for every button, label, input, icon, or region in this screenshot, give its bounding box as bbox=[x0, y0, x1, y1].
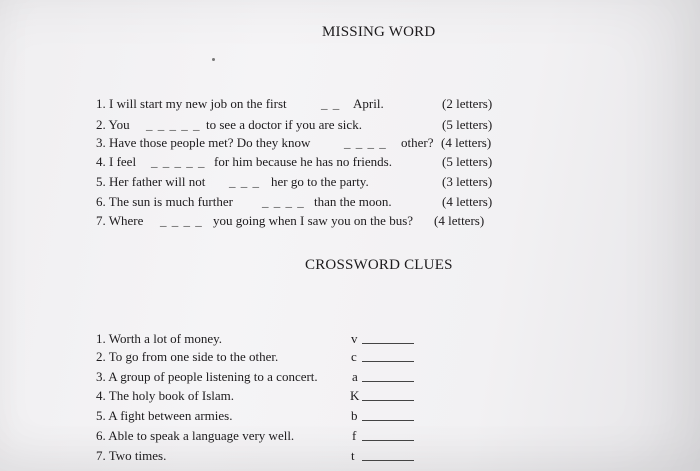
answer-line[interactable] bbox=[362, 400, 414, 401]
answer-line[interactable] bbox=[362, 460, 414, 461]
answer-line[interactable] bbox=[362, 343, 414, 344]
clue-text: 4. The holy book of Islam. bbox=[96, 388, 235, 403]
item-text-after: her go to the party. bbox=[271, 174, 369, 189]
item-text-after: than the moon. bbox=[314, 194, 392, 209]
answer-line[interactable] bbox=[362, 361, 414, 362]
letter-count: (3 letters) bbox=[442, 174, 493, 189]
item-text-before: 6. The sun is much further bbox=[96, 194, 233, 209]
item-text-after: to see a doctor if you are sick. bbox=[206, 117, 362, 132]
item-text-before: 7. Where bbox=[96, 213, 144, 228]
answer-blank[interactable]: _ _ _ _ bbox=[262, 194, 305, 209]
answer-blank[interactable]: _ _ bbox=[321, 96, 341, 111]
first-letter: K bbox=[350, 388, 360, 403]
clue-text: 3. A group of people listening to a concert. bbox=[96, 369, 318, 384]
answer-blank[interactable]: _ _ _ _ _ bbox=[151, 154, 206, 169]
clue-text: 5. A fight between armies. bbox=[96, 408, 233, 423]
item-text-before: 1. I will start my new job on the first bbox=[96, 96, 287, 111]
answer-line[interactable] bbox=[362, 440, 414, 441]
stray-mark bbox=[212, 58, 215, 61]
item-text-before: 5. Her father will not bbox=[96, 174, 206, 189]
missing-word-title: MISSING WORD bbox=[322, 24, 436, 40]
first-letter: c bbox=[351, 349, 357, 364]
item-text-before: 2. You bbox=[96, 117, 130, 132]
first-letter: b bbox=[351, 408, 358, 423]
first-letter: f bbox=[352, 428, 357, 443]
answer-blank[interactable]: _ _ _ bbox=[229, 174, 260, 189]
letter-count: (4 letters) bbox=[434, 213, 485, 228]
clue-text: 1. Worth a lot of money. bbox=[96, 331, 223, 346]
answer-line[interactable] bbox=[362, 381, 414, 382]
item-text-before: 3. Have those people met? Do they know bbox=[96, 135, 311, 150]
answer-blank[interactable]: _ _ _ _ _ bbox=[146, 117, 201, 132]
first-letter: a bbox=[352, 369, 358, 384]
letter-count: (2 letters) bbox=[442, 96, 493, 111]
answer-line[interactable] bbox=[362, 420, 414, 421]
answer-blank[interactable]: _ _ _ _ bbox=[160, 213, 203, 228]
crossword-clues-title: CROSSWORD CLUES bbox=[305, 257, 453, 273]
clue-text: 2. To go from one side to the other. bbox=[96, 349, 279, 364]
item-text-after: you going when I saw you on the bus? bbox=[213, 213, 414, 228]
item-text-after: for him because he has no friends. bbox=[214, 154, 392, 169]
first-letter: v bbox=[351, 331, 358, 346]
first-letter: t bbox=[351, 448, 355, 463]
letter-count: (5 letters) bbox=[442, 117, 493, 132]
letter-count: (4 letters) bbox=[442, 194, 493, 209]
letter-count: (4 letters) bbox=[441, 135, 492, 150]
answer-blank[interactable]: _ _ _ _ bbox=[344, 135, 387, 150]
item-text-before: 4. I feel bbox=[96, 154, 137, 169]
clue-text: 6. Able to speak a language very well. bbox=[96, 428, 295, 443]
item-text-after: other? bbox=[401, 135, 434, 150]
letter-count: (5 letters) bbox=[442, 154, 493, 169]
clue-text: 7. Two times. bbox=[96, 448, 167, 463]
item-text-after: April. bbox=[353, 96, 384, 111]
